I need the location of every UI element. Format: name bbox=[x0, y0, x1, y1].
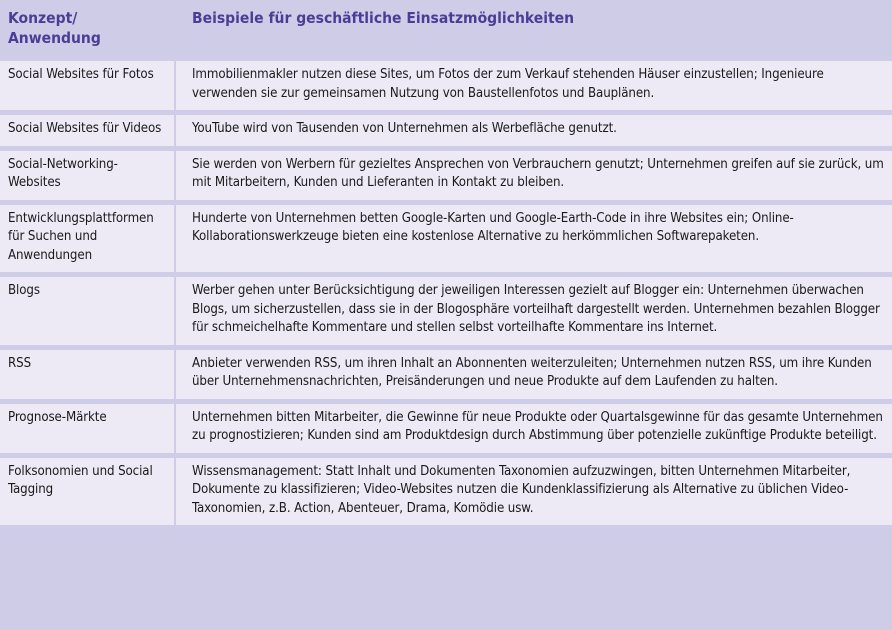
table-row bbox=[0, 151, 892, 200]
concept-cell: Blogs bbox=[0, 277, 176, 345]
example-cell: Unternehmen bitten Mitarbeiter, die Gewinne für neue Produkte oder Quartalsgewinne für das gesamte Unternehmen zu prognostizieren; Kunden sind am Produktdesign durch Abstimmung über potenzielle zukünftige Produkte beteiligt. bbox=[176, 404, 892, 453]
example-cell: Anbieter verwenden RSS, um ihren Inhalt an Abonnenten weiterzuleiten; Unternehmen nutzen RSS, um ihre Kunden über Unternehmensnachrichten, Preisänderungen und neue Produkte auf dem Laufenden zu halten. bbox=[176, 350, 892, 399]
concept-cell: Social Websites für Videos bbox=[0, 115, 176, 146]
table-row bbox=[0, 404, 892, 453]
example-cell: Werber gehen unter Berücksichtigung der jeweiligen Interessen gezielt auf Blogger ein: Unternehmen überwachen Blogs, um sicherzustellen, dass sie in der Blogosphäre vorteilhaft dargestellt werden. Unternehmen bezahlen Blogger für schmeichelhafte Kommentare und stellen selbst vorteilhafte Kommentare ins Internet. bbox=[176, 277, 892, 345]
table-row bbox=[0, 115, 892, 146]
table-row bbox=[0, 205, 892, 273]
example-cell: Hunderte von Unternehmen betten Google-Karten und Google-Earth-Code in ihre Websites ein; Online-Kollaborationswerkzeuge bieten eine kostenlose Alternative zu herkömmlichen Softwarepaketen. bbox=[176, 205, 892, 273]
table-row bbox=[0, 61, 892, 110]
concept-cell: Entwicklungsplattformen für Suchen und Anwendungen bbox=[0, 205, 176, 273]
concept-cell: RSS bbox=[0, 350, 176, 399]
example-cell: Sie werden von Werbern für gezieltes Ansprechen von Verbrauchern genutzt; Unternehmen greifen auf sie zurück, um mit Mitarbeitern, Kunden und Lieferanten in Kontakt zu bleiben. bbox=[176, 151, 892, 200]
table-header-row bbox=[0, 0, 892, 56]
concept-cell: Folksonomien und Social Tagging bbox=[0, 458, 176, 526]
example-cell: Wissensmanagement: Statt Inhalt und Dokumenten Taxonomien aufzuzwingen, bitten Unternehmen Mitarbeiter, Dokumente zu klassifizieren; Video-Websites nutzen die Kundenklassifizierung als Alternative zu üblichen Video-Taxonomien, z.B. Action, Abenteuer, Drama, Komödie usw. bbox=[176, 458, 892, 526]
concept-cell: Prognose-Märkte bbox=[0, 404, 176, 453]
concept-cell: Social-Networking-Websites bbox=[0, 151, 176, 200]
concept-cell: Social Websites für Fotos bbox=[0, 61, 176, 110]
example-cell: Immobilienmakler nutzen diese Sites, um Fotos der zum Verkauf stehenden Häuser einzustellen; Ingenieure verwenden sie zur gemeinsamen Nutzung von Baustellenfotos und Bauplänen. bbox=[176, 61, 892, 110]
table-row bbox=[0, 350, 892, 399]
table-row bbox=[0, 277, 892, 345]
table-row bbox=[0, 458, 892, 526]
header-examples: Beispiele für geschäftliche Einsatzmöglichkeiten bbox=[176, 0, 892, 56]
example-cell: YouTube wird von Tausenden von Unternehmen als Werbefläche genutzt. bbox=[176, 115, 892, 146]
header-concept: Konzept/ Anwendung bbox=[0, 0, 176, 56]
